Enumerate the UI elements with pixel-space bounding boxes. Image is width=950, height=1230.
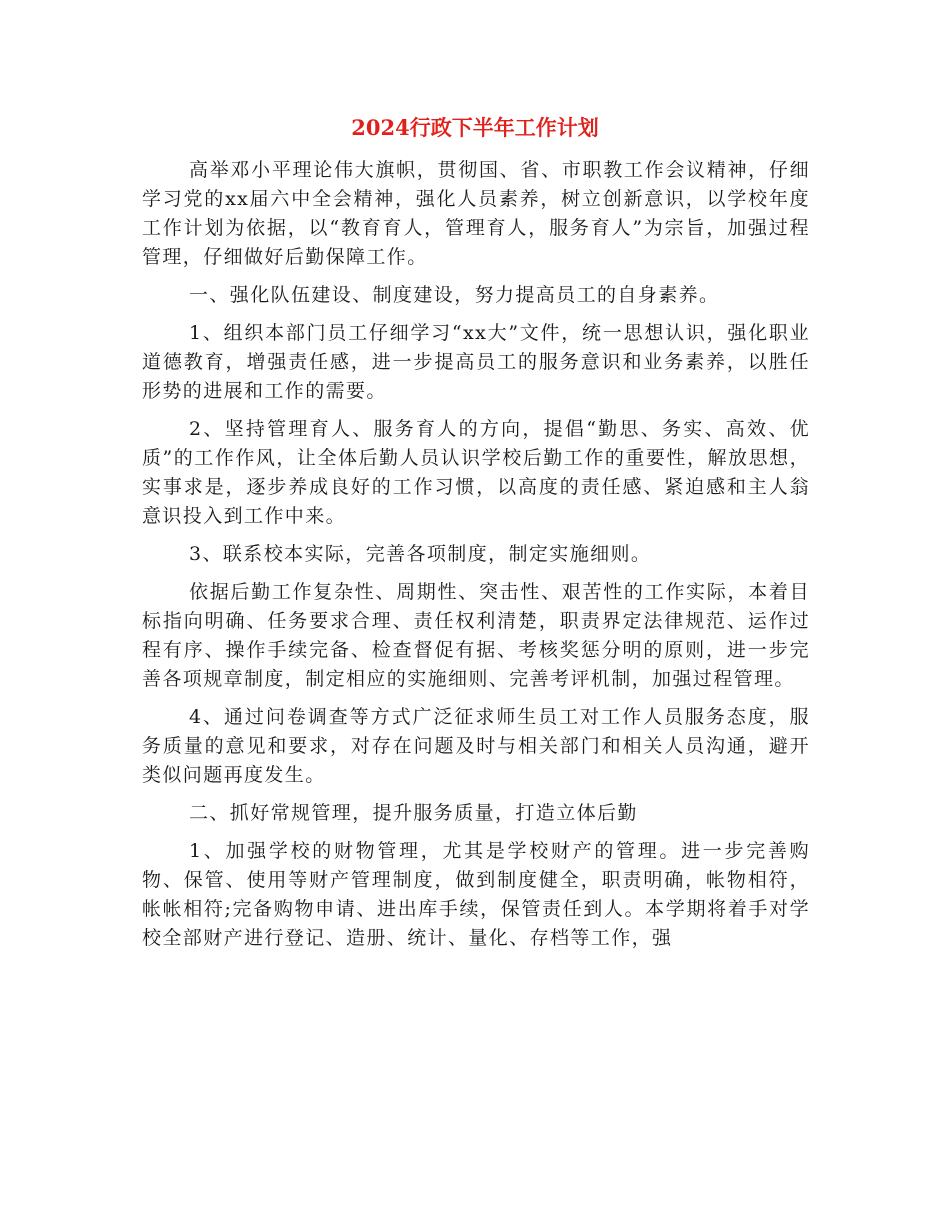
document-title: 2024行政下半年工作计划 bbox=[351, 115, 599, 140]
paragraph-item-1-1: 1、组织本部门员工仔细学习“xx大”文件，统一思想认识，强化职业道德教育，增强责任感，进一步提高员工的服务意识和业务素养，以胜任形势的进展和工作的需要。 bbox=[142, 322, 810, 402]
document-body bbox=[142, 156, 810, 953]
paragraph-item-1-2: 2、坚持管理育人、服务育人的方向，提倡“勤思、务实、高效、优质”的工作作风，让全体后勤人员认识学校后勤工作的重要性，解放思想，实事求是，逐步养成良好的工作习惯，以高度的责任感、紧迫感和主人翁意识投入到工作中来。 bbox=[142, 418, 810, 527]
section-heading-2: 二、抓好常规管理，提升服务质量，打造立体后勤 bbox=[189, 802, 638, 824]
paragraph-item-1-3-detail: 依据后勤工作复杂性、周期性、突击性、艰苦性的工作实际，本着目标指向明确、任务要求合理、责任权利清楚，职责界定法律规范、运作过程有序、操作手续完备、检查督促有据、考核奖惩分明的原则，进一步完善各项规章制度，制定相应的实施细则、完善考评机制，加强过程管理。 bbox=[142, 581, 810, 690]
paragraph-item-2-1: 1、加强学校的财物管理，尤其是学校财产的管理。进一步完善购物、保管、使用等财产管理制度，做到制度健全，职责明确，帐物相符，帐帐相符;完备购物申请、进出库手续，保管责任到人。本学期将着手对学校全部财产进行登记、造册、统计、量化、存档等工作，强 bbox=[142, 840, 810, 949]
section-heading-1: 一、强化队伍建设、制度建设，努力提高员工的自身素养。 bbox=[189, 284, 720, 306]
paragraph-item-1-4: 4、通过问卷调查等方式广泛征求师生员工对工作人员服务态度，服务质量的意见和要求，对存在问题及时与相关部门和相关人员沟通，避开类似问题再度发生。 bbox=[142, 706, 810, 786]
paragraph-item-1-3: 3、联系校本实际，完善各项制度，制定实施细则。 bbox=[189, 543, 652, 565]
paragraph-intro: 高举邓小平理论伟大旗帜，贯彻国、省、市职教工作会议精神，仔细学习党的xx届六中全会精神，强化人员素养，树立创新意识，以学校年度工作计划为依据，以“教育育人，管理育人，服务育人”为宗旨，加强过程管理，仔细做好后勤保障工作。 bbox=[142, 159, 810, 268]
